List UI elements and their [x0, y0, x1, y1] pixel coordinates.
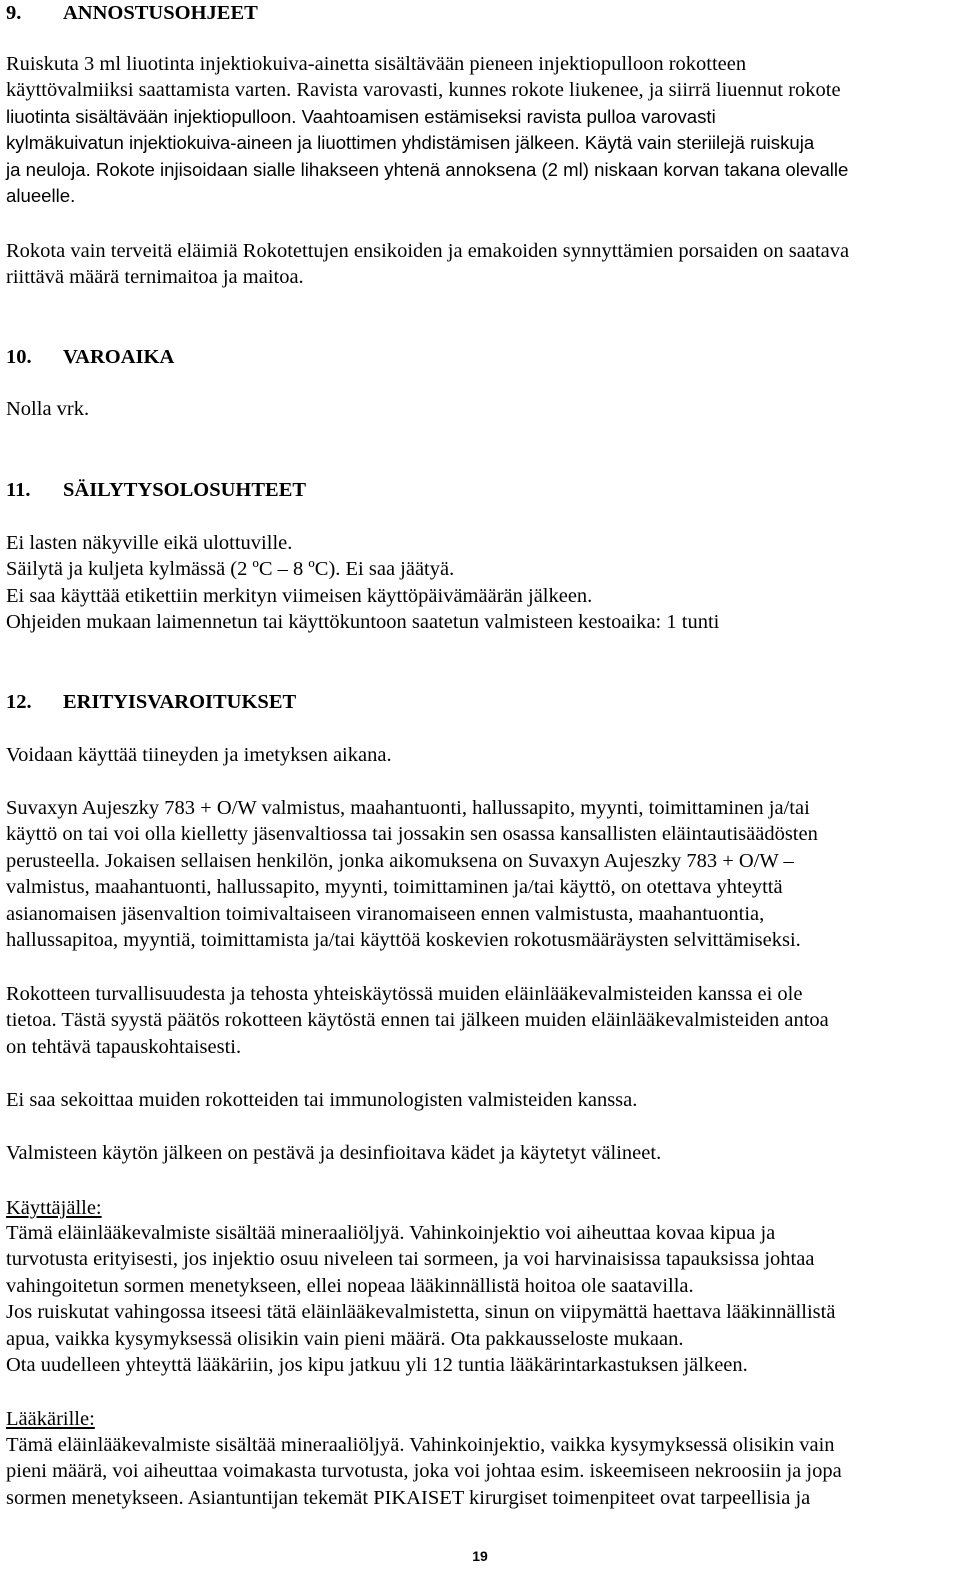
text-line: käyttövalmiiksi saattamista varten. Ravista varovasti, kunnes rokote liukenee, ja siirrä liuennut rokote	[6, 79, 841, 102]
section-9-number: 9.	[6, 2, 22, 24]
section-9-heading	[6, 0, 258, 26]
text-line: tietoa. Tästä syystä päätös rokotteen käytöstä ennen tai jälkeen muiden eläinlääkevalmisteiden antoa	[6, 1009, 829, 1032]
section-12-paragraph-1	[6, 742, 392, 768]
text-line: käyttö on tai voi olla kielletty jäsenvaltiossa tai jossakin sen osassa kansallisten eläintautisäädösten	[6, 823, 818, 846]
text-line: Rokota vain terveitä eläimiä Rokotettujen ensikoiden ja emakoiden synnyttämien porsaiden on saatava	[6, 240, 850, 262]
section-10-text	[6, 396, 89, 422]
text-line: sormen menetykseen. Asiantuntijan tekemät PIKAISET kirurgiset toimenpiteet ovat tarpeellisia ja	[6, 1486, 811, 1509]
user-warning-label: Käyttäjälle:	[6, 1197, 102, 1219]
section-11-heading	[6, 477, 306, 503]
text-line: on tehtävä tapauskohtaisesti.	[6, 1035, 242, 1058]
text-line: turvotusta erityisesti, jos injektio osuu niveleen tai sormeen, ja voi harvinaisissa tapauksissa johtaa	[6, 1248, 815, 1271]
text-line: riittävä määrä ternimaitoa ja maitoa.	[6, 266, 304, 289]
text-line: perusteella. Jokaisen sellaisen henkilön, jonka aikomuksena on Suvaxyn Aujeszky 783 + O/W –	[6, 849, 794, 872]
text-line: Nolla vrk.	[6, 398, 90, 420]
text-line: Suvaxyn Aujeszky 783 + O/W valmistus, maahantuonti, hallussapito, myynti, toimittaminen ja/tai	[6, 797, 810, 819]
section-10-number: 10.	[6, 346, 32, 368]
section-12-heading	[6, 689, 296, 715]
text-line: pieni määrä, voi aiheuttaa voimakasta turvotusta, joka voi johtaa esim. iskeemiseen nekroosiin ja jopa	[6, 1460, 842, 1483]
text-line: Säilytä ja kuljeta kylmässä (2 ºC – 8 ºC). Ei saa jäätyä.	[6, 558, 455, 581]
text-line: Tämä eläinlääkevalmiste sisältää mineraaliöljyä. Vahinkoinjektio voi aiheuttaa kovaa kipua ja	[6, 1222, 776, 1244]
text-line: ja neuloja. Rokote injisoidaan sialle lihakseen yhtenä annoksena (2 ml) niskaan korvan takana olevalle	[6, 158, 849, 180]
text-line: Voidaan käyttää tiineyden ja imetyksen aikana.	[6, 744, 392, 766]
text-line: Ruiskuta 3 ml liuotinta injektiokuiva-ainetta sisältävään pieneen injektiopulloon rokotteen	[6, 53, 747, 75]
text-line: Ei saa käyttää etikettiin merkityn viimeisen käyttöpäivämäärän jälkeen.	[6, 584, 593, 607]
section-11-title: SÄILYTYSOLOSUHTEET	[63, 479, 307, 501]
text-line: alueelle.	[6, 185, 76, 207]
text-line: hallussapitoa, myyntiä, toimittamista ja/tai käyttöä koskevien rokotusmääräysten selvittämiseksi.	[6, 929, 801, 952]
section-10-heading	[6, 344, 174, 370]
doctor-warning-text	[6, 1432, 842, 1511]
section-9-title: ANNOSTUSOHJEET	[63, 2, 258, 24]
text-line: apua, vaikka kysymyksessä olisikin vain pieni määrä. Ota pakkausseloste mukaan.	[6, 1327, 684, 1350]
text-line: asianomaisen jäsenvaltion toimivaltaiseen viranomaiseen ennen valmistusta, maahantuontia,	[6, 902, 765, 925]
section-12-paragraph-3	[6, 981, 829, 1060]
section-11-lines	[6, 530, 719, 636]
section-12-title: ERITYISVAROITUKSET	[63, 691, 297, 713]
text-line: valmistus, maahantuonti, hallussapito, myynti, toimittaminen ja/tai käyttö, on otettava yhteyttä	[6, 876, 783, 899]
text-line: Rokotteen turvallisuudesta ja tehosta yhteiskäytössä muiden eläinlääkevalmisteiden kanssa ei ole	[6, 983, 803, 1005]
user-warning-text	[6, 1220, 835, 1378]
text-line: Ohjeiden mukaan laimennetun tai käyttökuntoon saatetun valmisteen kestoaika: 1 tunti	[6, 611, 720, 634]
text-line: Valmisteen käytön jälkeen on pestävä ja desinfioitava kädet ja käytetyt välineet.	[6, 1142, 662, 1164]
section-12-paragraph-4	[6, 1087, 637, 1113]
section-9-paragraph-2	[6, 238, 849, 291]
section-11-number: 11.	[6, 479, 31, 501]
section-9-paragraph-1	[6, 51, 848, 209]
text-line: Tämä eläinlääkevalmiste sisältää mineraaliöljyä. Vahinkoinjektio, vaikka kysymyksessä olisikin vain	[6, 1434, 835, 1456]
section-12-number: 12.	[6, 691, 32, 713]
section-12-paragraph-5	[6, 1140, 661, 1166]
text-line: kylmäkuivatun injektiokuiva-aineen ja liuottimen yhdistämisen jälkeen. Käytä vain steriilejä ruiskuja	[6, 132, 815, 154]
section-12-paragraph-2	[6, 795, 818, 953]
text-line: vahingoitetun sormen menetykseen, ellei nopeaa lääkinnällistä hoitoa ole saatavilla.	[6, 1274, 694, 1297]
text-line: Ei saa sekoittaa muiden rokotteiden tai immunologisten valmisteiden kanssa.	[6, 1089, 638, 1111]
section-10-title: VAROAIKA	[63, 346, 175, 368]
text-line: Ei lasten näkyville eikä ulottuville.	[6, 532, 293, 554]
text-line: Ota uudelleen yhteyttä lääkäriin, jos kipu jatkuu yli 12 tuntia lääkärintarkastuksen jälkeen.	[6, 1354, 748, 1377]
page-number: 19	[472, 1548, 488, 1564]
text-line: liuotinta sisältävään injektiopulloon. Vaahtoamisen estämiseksi ravista pulloa varovasti	[6, 105, 716, 127]
doctor-warning-label: Lääkärille:	[6, 1408, 95, 1430]
text-line: Jos ruiskutat vahingossa itseesi tätä eläinlääkevalmistetta, sinun on viipymättä haettava lääkinnällistä	[6, 1301, 836, 1324]
